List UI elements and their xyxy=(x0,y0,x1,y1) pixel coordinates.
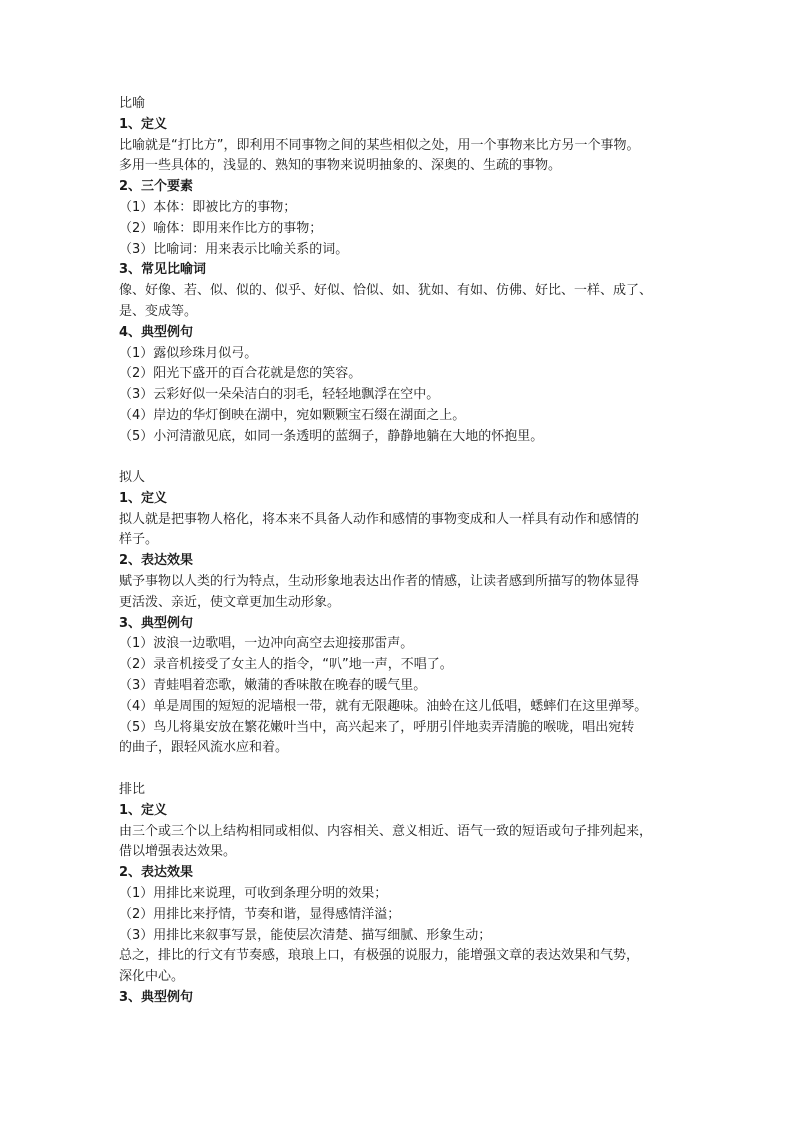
paragraph-line: 样子。 xyxy=(119,532,159,548)
section-heading: 3、常见比喻词 xyxy=(119,262,207,278)
section-title: 排比 xyxy=(119,782,146,797)
section-heading: 4、典型例句 xyxy=(119,324,194,340)
section-title: 比喻 xyxy=(119,96,146,111)
paragraph-line: 借以增强表达效果。 xyxy=(119,844,237,860)
section-heading: 2、三个要素 xyxy=(119,179,194,195)
section-heading: 1、定义 xyxy=(119,116,168,132)
section-heading: 3、典型例句 xyxy=(119,615,194,631)
paragraph-line: 深化中心。 xyxy=(119,969,185,985)
section-heading: 1、定义 xyxy=(119,490,168,506)
list-item: （3）云彩好似一朵朵洁白的羽毛，轻轻地飘浮在空中。 xyxy=(119,387,440,403)
list-item: （2）录音机接受了女主人的指令，“叭”地一声，不唱了。 xyxy=(119,657,453,673)
paragraph-line: 赋予事物以人类的行为特点，生动形象地表达出作者的情感，让读者感到所描写的物体显得 xyxy=(119,574,640,589)
section-heading: 1、定义 xyxy=(119,802,168,818)
section-title: 拟人 xyxy=(119,470,146,485)
list-item: （2）用排比来抒情，节奏和谐，显得感情洋溢； xyxy=(119,906,401,922)
list-item: （4）岸边的华灯倒映在湖中，宛如颗颗宝石缀在湖面之上。 xyxy=(119,408,466,423)
paragraph-line: 拟人就是把事物人格化，将本来不具备人动作和感情的事物变成和人一样具有动作和感情的 xyxy=(119,511,640,527)
list-item: （3）比喻词：用来表示比喻关系的词。 xyxy=(119,241,349,257)
list-item: （3）青蛙唱着恋歌，嫩蒲的香味散在晚春的暖气里。 xyxy=(119,678,427,693)
section-heading: 2、表达效果 xyxy=(119,865,194,881)
list-item: （4）单是周围的短短的泥墙根一带，就有无限趣味。油蛉在这儿低唱，蟋蟀们在这里弹琴。 xyxy=(119,698,648,714)
list-item: （1）露似珍珠月似弓。 xyxy=(119,345,258,361)
paragraph-line: 的曲子，跟轻风流水应和着。 xyxy=(119,740,289,756)
paragraph-line: 比喻就是“打比方”，即利用不同事物之间的某些相似之处，用一个事物来比方另一个事物。 xyxy=(119,137,640,153)
paragraph-line: 更活泼、亲近，使文章更加生动形象。 xyxy=(119,594,341,610)
paragraph-line: 是、变成等。 xyxy=(119,304,198,319)
list-item: （2）喻体：即用来作比方的事物； xyxy=(119,220,323,236)
list-item: （1）用排比来说理，可收到条理分明的效果； xyxy=(119,886,388,901)
paragraph-line: 由三个或三个以上结构相同或相似、内容相关、意义相近、语气一致的短语或句子排列起来， xyxy=(119,823,653,839)
paragraph-line: 像、好像、若、似、似的、似乎、好似、恰似、如、犹如、有如、仿佛、好比、一样、成了、 xyxy=(119,283,653,299)
section-heading: 3、典型例句 xyxy=(119,990,194,1005)
list-item: （1）本体：即被比方的事物； xyxy=(119,200,297,215)
paragraph-line: 总之，排比的行文有节奏感，琅琅上口，有极强的说服力，能增强文章的表达效果和气势， xyxy=(119,948,640,964)
list-item: （5）小河清澈见底，如同一条透明的蓝绸子，静静地躺在大地的怀抱里。 xyxy=(119,428,544,444)
list-item: （2）阳光下盛开的百合花就是您的笑容。 xyxy=(119,366,362,382)
list-item: （5）鸟儿将巢安放在繁花嫩叶当中，高兴起来了，呼朋引伴地卖弄清脆的喉咙，唱出宛转 xyxy=(119,719,635,735)
paragraph-line: 多用一些具体的，浅显的、熟知的事物来说明抽象的、深奥的、生疏的事物。 xyxy=(119,158,562,174)
section-heading: 2、表达效果 xyxy=(119,553,194,569)
list-item: （1）波浪一边歌唱，一边冲向高空去迎接那雷声。 xyxy=(119,636,414,652)
list-item: （3）用排比来叙事写景，能使层次清楚、描写细腻、形象生动； xyxy=(119,927,492,943)
